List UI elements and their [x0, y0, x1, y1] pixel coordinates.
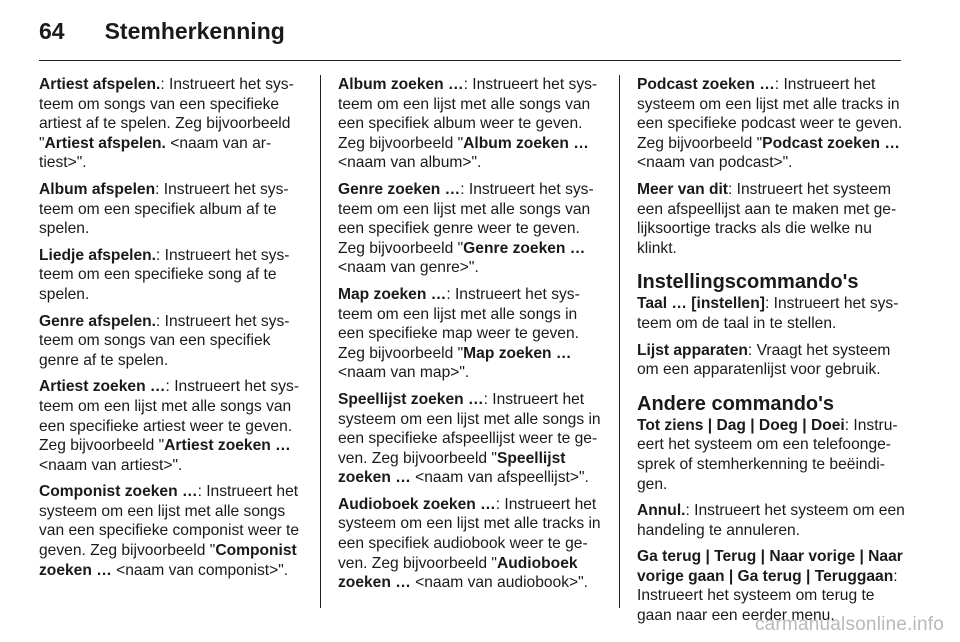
- command-description: <naam van componist>".: [111, 561, 289, 579]
- command-term: Genre zoeken …: [338, 180, 461, 198]
- column-1: [39, 75, 307, 587]
- column-2: [338, 75, 606, 600]
- command-entry: [637, 294, 905, 333]
- command-term: Artiest afspelen.: [39, 76, 161, 93]
- command-term: Album zoeken …: [463, 134, 589, 152]
- command-description: : Instrueert het systeem om een lijst met alle songs in een specifieke afspeellijst weer te geven. Zeg bijvoorbeeld ": [338, 390, 601, 467]
- command-entry: [39, 180, 307, 239]
- command-term: Componist zoeken …: [39, 542, 297, 579]
- command-description: <naam van audiobook>".: [410, 574, 588, 592]
- command-entry: [637, 416, 905, 494]
- command-description: <naam van map>".: [338, 364, 470, 382]
- command-term: Componist zoeken …: [39, 483, 198, 501]
- command-entry: [637, 341, 905, 380]
- command-description: : Instrueert het systeem om een specifiek album af te spelen.: [39, 180, 289, 238]
- command-description: : Vraagt het systeem om een apparatenlijst voor gebruik.: [637, 341, 891, 379]
- command-term: Taal … [instellen]: [637, 295, 765, 313]
- command-description: <naam van genre>".: [338, 259, 479, 277]
- command-entry: [39, 246, 307, 305]
- command-term: Podcast zoeken …: [762, 134, 900, 152]
- command-entry: [39, 482, 307, 580]
- command-description: <naam van podcast>".: [637, 154, 793, 172]
- command-term: Podcast zoeken …: [637, 76, 775, 93]
- command-description: : Instrueert het systeem om de taal in te stellen.: [637, 295, 899, 332]
- command-description: : Instrueert het systeem om een handeling te annuleren.: [637, 502, 905, 539]
- command-entry: [338, 75, 606, 173]
- command-description: : Instrueert het systeem om een lijst met alle songs in een specifieke map weer te geven. Zeg bijvoorbeeld ": [338, 285, 580, 362]
- command-entry: [637, 180, 905, 258]
- command-description: : Instrueert het systeem om een lijst met alle songs van een specifieke artiest weer te geven. Zeg bijvoorbeeld ": [39, 378, 300, 455]
- command-entry: [637, 501, 905, 540]
- command-entry: [39, 377, 307, 475]
- command-term: Speellijst zoeken …: [338, 449, 566, 487]
- section-heading: Instellingscommando's: [637, 271, 859, 294]
- command-term: Liedje afspelen.: [39, 246, 156, 264]
- command-term: Album zoeken …: [338, 76, 464, 93]
- command-term: Audioboek zoeken …: [338, 554, 578, 592]
- command-entry: [637, 75, 905, 173]
- command-entry: [338, 285, 606, 383]
- command-entry: [39, 312, 307, 371]
- command-entry: [338, 180, 606, 278]
- command-term: Album afspelen: [39, 180, 156, 198]
- command-description: : Instrueert het systeem om een lijst met alle songs van een specifiek album weer te geven. Zeg bijvoorbeeld ": [338, 76, 598, 152]
- command-term: Lijst apparaten: [637, 341, 748, 359]
- command-term: Meer van dit: [637, 180, 728, 198]
- command-term: Artiest zoeken …: [164, 437, 291, 455]
- column-divider: [320, 75, 321, 608]
- chapter-title: Stemherkenning: [104, 18, 285, 44]
- command-description: : Instrueert het systeem om een lijst met alle songs van een specifieke componist weer te geven. Zeg bijvoorbeeld ": [39, 483, 300, 560]
- command-description: : Instrueert het systeem om een lijst met alle songs van een specifiek genre weer te geven. Zeg bijvoorbeeld ": [338, 180, 594, 257]
- command-term: Genre zoeken …: [463, 239, 586, 257]
- command-description: : Instrueert het systeem om terug te gaan naar een eerder menu.: [637, 567, 898, 625]
- command-term: Artiest afspelen.: [44, 134, 166, 152]
- command-description: <naam van afspeellijst>".: [410, 469, 589, 487]
- command-term: Audioboek zoeken …: [338, 495, 496, 513]
- command-term: Map zoeken …: [463, 344, 572, 362]
- command-description: : Instrueert het systeem om een specifieke song af te spelen.: [39, 246, 290, 303]
- column-3: [637, 75, 905, 633]
- command-description: <naam van artiest>".: [39, 134, 272, 172]
- command-term: Tot ziens | Dag | Doeg | Doei: [637, 416, 845, 434]
- command-description: : Instrueert het systeem om songs van een specifiek genre af te spelen.: [39, 312, 290, 369]
- command-term: Genre afspelen.: [39, 312, 156, 330]
- command-term: Map zoeken …: [338, 285, 447, 303]
- command-description: : Instrueert het systeem om een telefoongesprek of stemherkenning te beëindigen.: [637, 416, 898, 493]
- column-divider: [619, 75, 620, 608]
- command-term: Ga terug | Terug | Naar vorige | Naar vorige gaan | Ga terug | Teruggaan: [637, 548, 903, 585]
- command-term: Artiest zoeken …: [39, 378, 166, 396]
- command-entry: [338, 390, 606, 488]
- watermark: carmanualsonline.info: [754, 614, 944, 635]
- command-description: <naam van artiest>".: [39, 456, 183, 474]
- command-description: <naam van album>".: [338, 154, 482, 172]
- section-heading: Andere commando's: [637, 392, 835, 415]
- command-description: : Instrueert het systeem om een lijst met alle tracks in een specifieke podcast weer te geven. Zeg bijvoorbeeld ": [637, 76, 903, 152]
- command-entry: [39, 75, 307, 173]
- command-description: : Instrueert het systeem een afspeellijst aan te maken met gelijksoortige tracks als die welke nu klinkt.: [637, 180, 897, 257]
- page-header: [39, 16, 901, 61]
- command-term: Speellijst zoeken …: [338, 390, 484, 408]
- command-description: : Instrueert het systeem om songs van een specifieke artiest af te spelen. Zeg bijvoorbeeld ": [39, 76, 294, 152]
- command-description: : Instrueert het systeem om een lijst met alle tracks in een specifiek audiobook weer te geven. Zeg bijvoorbeeld ": [338, 495, 601, 572]
- page-number: 64: [39, 18, 65, 44]
- command-term: Annul.: [637, 502, 686, 520]
- command-entry: [338, 495, 606, 593]
